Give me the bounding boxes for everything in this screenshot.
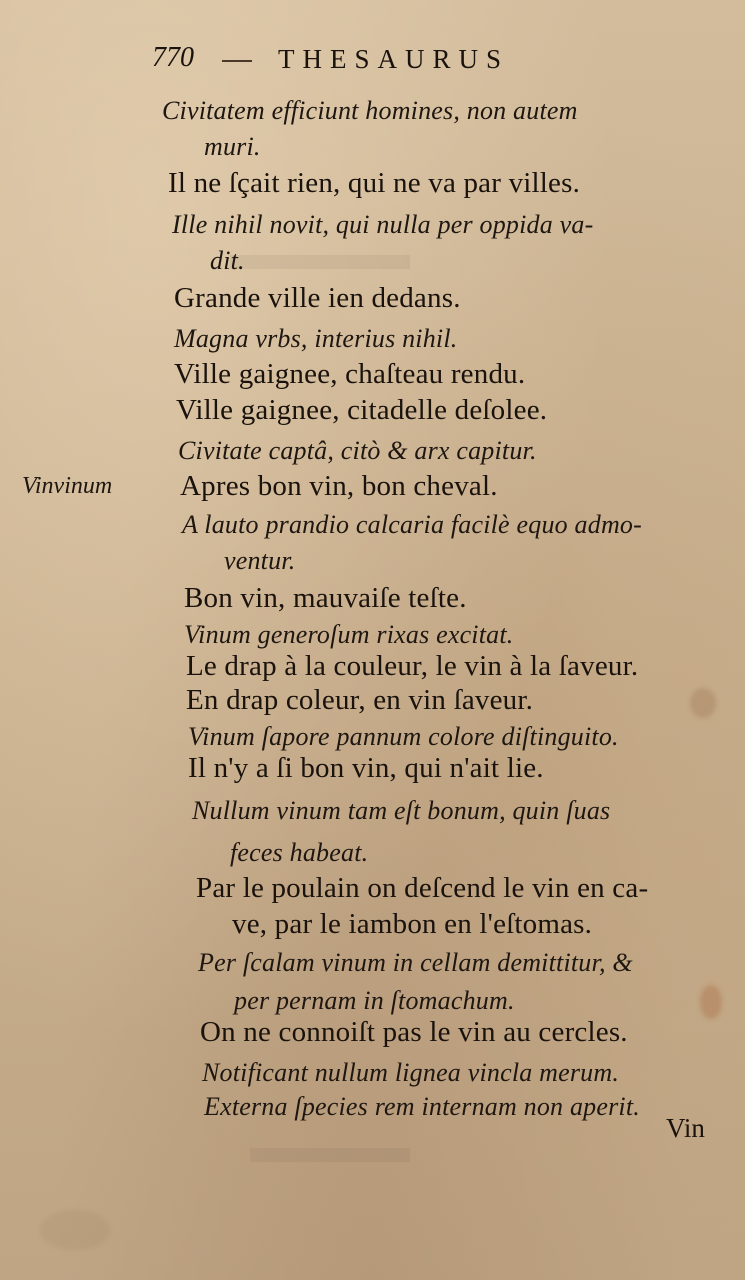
text-line: Il n'y a ſi bon vin, qui n'ait lie.: [188, 752, 544, 784]
text-line: ve, par le iambon en l'eſtomas.: [232, 908, 593, 940]
text-line: Externa ſpecies rem internam non aperit.: [204, 1092, 640, 1121]
text-line: Par le poulain on deſcend le vin en ca-: [196, 872, 649, 904]
text-line: On ne connoiſt pas le vin au cercles.: [200, 1016, 628, 1048]
text-line: per pernam in ſtomachum.: [234, 986, 515, 1015]
foxing-stain: [700, 985, 722, 1019]
running-title: THESAURUS: [278, 44, 510, 74]
text-line: En drap coleur, en vin ſaveur.: [186, 684, 534, 716]
text-line: Civitate captâ, citò & arx capitur.: [178, 436, 537, 465]
bleed-through: [230, 255, 410, 269]
text-line: Ville gaignee, chaſteau rendu.: [174, 358, 526, 390]
text-line: Magna vrbs, interius nihil.: [174, 324, 458, 353]
text-line: Grande ville ien dedans.: [174, 282, 461, 314]
text-line: A lauto prandio calcaria facilè equo admo-: [182, 510, 642, 539]
text-line: Vinum generoſum rixas excitat.: [184, 620, 514, 649]
page-number: 770: [152, 42, 194, 73]
header-dash: [222, 60, 252, 62]
foxing-stain: [40, 1210, 110, 1250]
text-line: Il ne ſçait rien, qui ne va par villes.: [168, 167, 581, 199]
text-line: feces habeat.: [230, 838, 369, 867]
text-line: Vinum ſapore pannum colore diſtinguito.: [188, 722, 619, 751]
text-line: Civitatem efficiunt homines, non autem: [162, 96, 578, 125]
text-line: muri.: [204, 132, 261, 161]
text-line: Bon vin, mauvaiſe teſte.: [184, 582, 467, 614]
text-line: Apres bon vin, bon cheval.: [180, 470, 498, 502]
catchword: Vin: [666, 1113, 705, 1143]
text-line: Nullum vinum tam eſt bonum, quin ſuas: [192, 796, 611, 825]
foxing-stain: [690, 688, 716, 718]
text-line: dit.: [210, 246, 245, 275]
text-line: Le drap à la couleur, le vin à la ſaveur.: [186, 650, 639, 682]
text-line: ventur.: [224, 546, 296, 575]
text-line: Ille nihil novit, qui nulla per oppida va-: [172, 210, 594, 239]
margin-note: Vinvinum: [22, 473, 113, 499]
text-line: Ville gaignee, citadelle deſolee.: [176, 394, 548, 426]
text-line: Notificant nullum lignea vincla merum.: [202, 1058, 620, 1087]
bleed-through: [250, 1148, 410, 1162]
text-line: Per ſcalam vinum in cellam demittitur, &: [198, 948, 633, 977]
